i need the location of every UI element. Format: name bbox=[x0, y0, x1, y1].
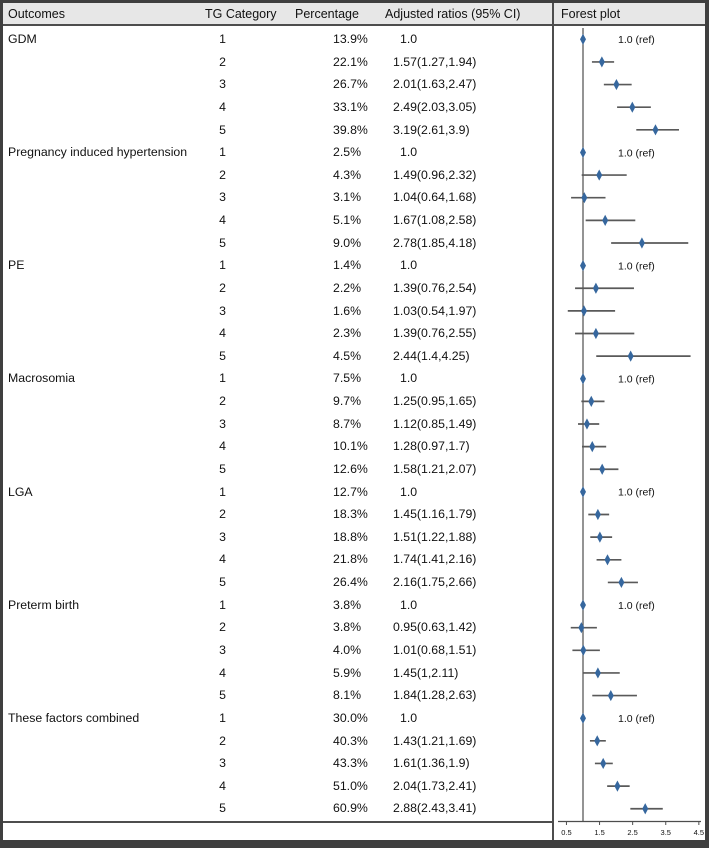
tg-category-value: 4 bbox=[219, 778, 226, 793]
tg-category-value: 2 bbox=[219, 507, 226, 522]
x-tick-label: 0.5 bbox=[561, 828, 572, 837]
percentage-value: 51.0% bbox=[333, 778, 368, 793]
table-row bbox=[3, 526, 554, 549]
estimate-marker bbox=[595, 509, 601, 520]
adjusted-ratio-value: 1.49(0.96,2.32) bbox=[393, 167, 477, 182]
estimate-marker bbox=[628, 351, 634, 362]
table-row bbox=[3, 548, 554, 571]
adjusted-ratio-value: 2.78(1.85,4.18) bbox=[393, 235, 477, 250]
column-header-tg-category: TG Category bbox=[205, 7, 277, 21]
tg-category-value: 5 bbox=[219, 122, 226, 137]
estimate-marker bbox=[580, 599, 586, 610]
percentage-value: 21.8% bbox=[333, 552, 368, 567]
table-row bbox=[3, 96, 554, 119]
percentage-value: 2.3% bbox=[333, 326, 362, 341]
estimate-marker bbox=[599, 464, 605, 475]
table-bottom-border bbox=[3, 821, 552, 823]
percentage-value: 13.9% bbox=[333, 32, 368, 46]
percentage-value: 2.2% bbox=[333, 280, 362, 295]
percentage-value: 4.0% bbox=[333, 643, 362, 657]
ref-annotation: 1.0 (ref) bbox=[618, 147, 655, 160]
percentage-value: 18.3% bbox=[333, 507, 368, 522]
tg-category-value: 2 bbox=[219, 54, 226, 69]
tg-category-value: 5 bbox=[219, 801, 226, 816]
estimate-marker bbox=[629, 102, 635, 113]
estimate-marker bbox=[652, 124, 658, 135]
tg-category-value: 3 bbox=[219, 529, 226, 544]
table-row bbox=[3, 752, 554, 775]
percentage-value: 3.8% bbox=[333, 597, 362, 612]
percentage-value: 12.6% bbox=[333, 461, 368, 476]
estimate-marker bbox=[613, 79, 619, 90]
column-header-outcomes: Outcomes bbox=[8, 7, 65, 21]
table-row bbox=[3, 775, 554, 798]
adjusted-ratio-value: 2.88(2.43,3.41) bbox=[393, 801, 477, 816]
adjusted-ratio-value: 1.39(0.76,2.54) bbox=[393, 280, 477, 295]
percentage-value: 10.1% bbox=[333, 439, 368, 454]
adjusted-ratio-value: 1.0 bbox=[400, 145, 418, 160]
percentage-value: 39.8% bbox=[333, 122, 368, 137]
table-row bbox=[3, 277, 554, 300]
estimate-marker bbox=[593, 328, 599, 339]
column-header-forest-plot: Forest plot bbox=[561, 7, 621, 21]
tg-category-value: 2 bbox=[219, 733, 226, 748]
estimate-marker bbox=[639, 237, 645, 248]
adjusted-ratio-value: 1.0 bbox=[400, 32, 418, 46]
estimate-marker bbox=[581, 192, 587, 203]
adjusted-ratio-value: 1.45(1.16,1.79) bbox=[393, 507, 477, 522]
percentage-value: 1.4% bbox=[333, 258, 362, 273]
adjusted-ratio-value: 1.84(1.28,2.63) bbox=[393, 688, 477, 703]
x-tick-label: 2.5 bbox=[627, 828, 638, 837]
adjusted-ratio-value: 1.0 bbox=[400, 484, 418, 499]
estimate-marker bbox=[580, 713, 586, 724]
table-row bbox=[3, 684, 554, 707]
adjusted-ratio-value: 1.74(1.41,2.16) bbox=[393, 552, 477, 567]
adjusted-ratio-value: 1.67(1.08,2.58) bbox=[393, 213, 477, 228]
tg-category-value: 4 bbox=[219, 552, 226, 567]
outcome-label: LGA bbox=[8, 484, 33, 499]
percentage-value: 40.3% bbox=[333, 733, 368, 748]
table-row bbox=[3, 322, 554, 345]
adjusted-ratio-value: 0.95(0.63,1.42) bbox=[393, 620, 477, 635]
tg-category-value: 1 bbox=[219, 258, 226, 273]
table-row bbox=[3, 254, 554, 277]
estimate-marker bbox=[580, 147, 586, 158]
outcome-label: These factors combined bbox=[8, 710, 140, 725]
adjusted-ratio-value: 1.0 bbox=[400, 371, 418, 386]
table-row bbox=[3, 367, 554, 390]
adjusted-ratio-value: 1.0 bbox=[400, 258, 418, 273]
estimate-marker bbox=[580, 373, 586, 384]
estimate-marker bbox=[594, 735, 600, 746]
x-tick-label: 3.5 bbox=[660, 828, 671, 837]
percentage-value: 18.8% bbox=[333, 529, 368, 544]
tg-category-value: 3 bbox=[219, 303, 226, 318]
table-row bbox=[3, 345, 554, 368]
percentage-value: 8.1% bbox=[333, 688, 362, 703]
percentage-value: 30.0% bbox=[333, 710, 368, 725]
outcome-label: Pregnancy induced hypertension bbox=[8, 145, 188, 160]
outcome-label: Macrosomia bbox=[8, 371, 75, 386]
tg-category-value: 5 bbox=[219, 688, 226, 703]
estimate-marker bbox=[618, 577, 624, 588]
tg-category-value: 3 bbox=[219, 77, 226, 92]
percentage-value: 60.9% bbox=[333, 801, 368, 816]
estimate-marker bbox=[614, 780, 620, 791]
outcome-label: Preterm birth bbox=[8, 597, 80, 612]
adjusted-ratio-value: 1.25(0.95,1.65) bbox=[393, 394, 477, 409]
tg-category-value: 4 bbox=[219, 326, 226, 341]
table-row bbox=[3, 119, 554, 142]
adjusted-ratio-value: 2.16(1.75,2.66) bbox=[393, 575, 477, 590]
ref-annotation: 1.0 (ref) bbox=[618, 260, 655, 273]
estimate-marker bbox=[597, 532, 603, 543]
percentage-value: 33.1% bbox=[333, 99, 368, 114]
estimate-marker bbox=[596, 169, 602, 180]
column-header-adjusted-ratios: Adjusted ratios (95% CI) bbox=[385, 7, 521, 21]
estimate-marker bbox=[580, 34, 586, 45]
estimate-marker bbox=[608, 690, 614, 701]
adjusted-ratio-value: 1.45(1,2.11) bbox=[393, 665, 459, 680]
table-row bbox=[3, 186, 554, 209]
table-row bbox=[3, 594, 554, 617]
tg-category-value: 1 bbox=[219, 484, 226, 499]
estimate-marker bbox=[599, 56, 605, 67]
adjusted-ratio-value: 2.04(1.73,2.41) bbox=[393, 778, 477, 793]
tg-category-value: 4 bbox=[219, 99, 226, 114]
percentage-value: 9.7% bbox=[333, 394, 362, 409]
tg-category-value: 4 bbox=[219, 665, 226, 680]
table-row bbox=[3, 413, 554, 436]
tg-category-value: 1 bbox=[219, 710, 226, 725]
forest-plot-svg bbox=[554, 28, 706, 840]
percentage-value: 3.8% bbox=[333, 620, 362, 635]
tg-category-value: 2 bbox=[219, 167, 226, 182]
tg-category-value: 1 bbox=[219, 145, 226, 160]
table-row bbox=[3, 141, 554, 164]
adjusted-ratio-value: 3.19(2.61,3.9) bbox=[393, 122, 470, 137]
x-tick-label: 4.5 bbox=[693, 828, 705, 837]
percentage-value: 26.7% bbox=[333, 77, 368, 92]
tg-category-value: 2 bbox=[219, 280, 226, 295]
table-row bbox=[3, 209, 554, 232]
estimate-marker bbox=[584, 418, 590, 429]
adjusted-ratio-value: 1.43(1.21,1.69) bbox=[393, 733, 477, 748]
tg-category-value: 2 bbox=[219, 394, 226, 409]
adjusted-ratio-value: 1.0 bbox=[400, 597, 418, 612]
ref-annotation: 1.0 (ref) bbox=[618, 486, 655, 499]
percentage-value: 5.9% bbox=[333, 665, 362, 680]
tg-category-value: 1 bbox=[219, 32, 226, 46]
table-row bbox=[3, 730, 554, 753]
adjusted-ratio-value: 1.03(0.54,1.97) bbox=[393, 303, 477, 318]
percentage-value: 8.7% bbox=[333, 416, 362, 431]
estimate-marker bbox=[600, 758, 606, 769]
table-row bbox=[3, 232, 554, 255]
table-row bbox=[3, 503, 554, 526]
table-row bbox=[3, 73, 554, 96]
table-row bbox=[3, 435, 554, 458]
adjusted-ratio-value: 2.01(1.63,2.47) bbox=[393, 77, 477, 92]
tg-category-value: 3 bbox=[219, 190, 226, 205]
estimate-marker bbox=[642, 803, 648, 814]
adjusted-ratio-value: 1.01(0.68,1.51) bbox=[393, 643, 477, 657]
estimate-marker bbox=[602, 215, 608, 226]
percentage-value: 12.7% bbox=[333, 484, 368, 499]
tg-category-value: 5 bbox=[219, 461, 226, 476]
ref-annotation: 1.0 (ref) bbox=[618, 599, 655, 612]
table-row bbox=[3, 300, 554, 323]
tg-category-value: 3 bbox=[219, 643, 226, 657]
column-header-percentage: Percentage bbox=[295, 7, 359, 21]
percentage-value: 4.3% bbox=[333, 167, 362, 182]
estimate-marker bbox=[581, 305, 587, 316]
tg-category-value: 3 bbox=[219, 756, 226, 771]
adjusted-ratio-value: 1.58(1.21,2.07) bbox=[393, 461, 477, 476]
table-row bbox=[3, 458, 554, 481]
adjusted-ratio-value: 2.44(1.4,4.25) bbox=[393, 348, 470, 363]
tg-category-value: 5 bbox=[219, 348, 226, 363]
estimate-marker bbox=[580, 260, 586, 271]
estimate-marker bbox=[580, 645, 586, 656]
outcome-label: PE bbox=[8, 258, 25, 273]
table-row bbox=[3, 707, 554, 730]
tg-category-value: 2 bbox=[219, 620, 226, 635]
adjusted-ratio-value: 1.61(1.36,1.9) bbox=[393, 756, 470, 771]
tg-category-value: 1 bbox=[219, 597, 226, 612]
ref-annotation: 1.0 (ref) bbox=[618, 713, 655, 725]
table-row bbox=[3, 616, 554, 639]
adjusted-ratio-value: 1.39(0.76,2.55) bbox=[393, 326, 477, 341]
adjusted-ratio-value: 2.49(2.03,3.05) bbox=[393, 99, 477, 114]
adjusted-ratio-value: 1.57(1.27,1.94) bbox=[393, 54, 477, 69]
percentage-value: 1.6% bbox=[333, 303, 362, 318]
ref-annotation: 1.0 (ref) bbox=[618, 373, 655, 386]
estimate-marker bbox=[604, 554, 610, 565]
tg-category-value: 4 bbox=[219, 213, 226, 228]
percentage-value: 22.1% bbox=[333, 54, 368, 69]
table-row bbox=[3, 571, 554, 594]
x-tick-label: 1.5 bbox=[594, 828, 605, 837]
tg-category-value: 3 bbox=[219, 416, 226, 431]
table-row bbox=[3, 51, 554, 74]
table-row bbox=[3, 390, 554, 413]
table-row bbox=[3, 28, 554, 51]
adjusted-ratio-value: 1.12(0.85,1.49) bbox=[393, 416, 477, 431]
adjusted-ratio-value: 1.04(0.64,1.68) bbox=[393, 190, 477, 205]
percentage-value: 5.1% bbox=[333, 213, 362, 228]
percentage-value: 2.5% bbox=[333, 145, 362, 160]
tg-category-value: 5 bbox=[219, 235, 226, 250]
estimate-marker bbox=[588, 396, 594, 407]
percentage-value: 26.4% bbox=[333, 575, 368, 590]
estimate-marker bbox=[580, 486, 586, 497]
adjusted-ratio-value: 1.0 bbox=[400, 710, 418, 725]
estimate-marker bbox=[595, 667, 601, 678]
estimate-marker bbox=[593, 283, 599, 294]
estimate-marker bbox=[589, 441, 595, 452]
percentage-value: 4.5% bbox=[333, 348, 362, 363]
percentage-value: 7.5% bbox=[333, 371, 362, 386]
outcome-label: GDM bbox=[8, 32, 37, 46]
table-row bbox=[3, 639, 554, 662]
tg-category-value: 4 bbox=[219, 439, 226, 454]
table-row bbox=[3, 662, 554, 685]
table-row bbox=[3, 481, 554, 504]
tg-category-value: 1 bbox=[219, 371, 226, 386]
table-row bbox=[3, 797, 554, 820]
percentage-value: 43.3% bbox=[333, 756, 368, 771]
adjusted-ratio-value: 1.28(0.97,1.7) bbox=[393, 439, 470, 454]
tg-category-value: 5 bbox=[219, 575, 226, 590]
ref-annotation: 1.0 (ref) bbox=[618, 34, 655, 47]
percentage-value: 9.0% bbox=[333, 235, 362, 250]
table-row bbox=[3, 164, 554, 187]
adjusted-ratio-value: 1.51(1.22,1.88) bbox=[393, 529, 477, 544]
percentage-value: 3.1% bbox=[333, 190, 362, 205]
